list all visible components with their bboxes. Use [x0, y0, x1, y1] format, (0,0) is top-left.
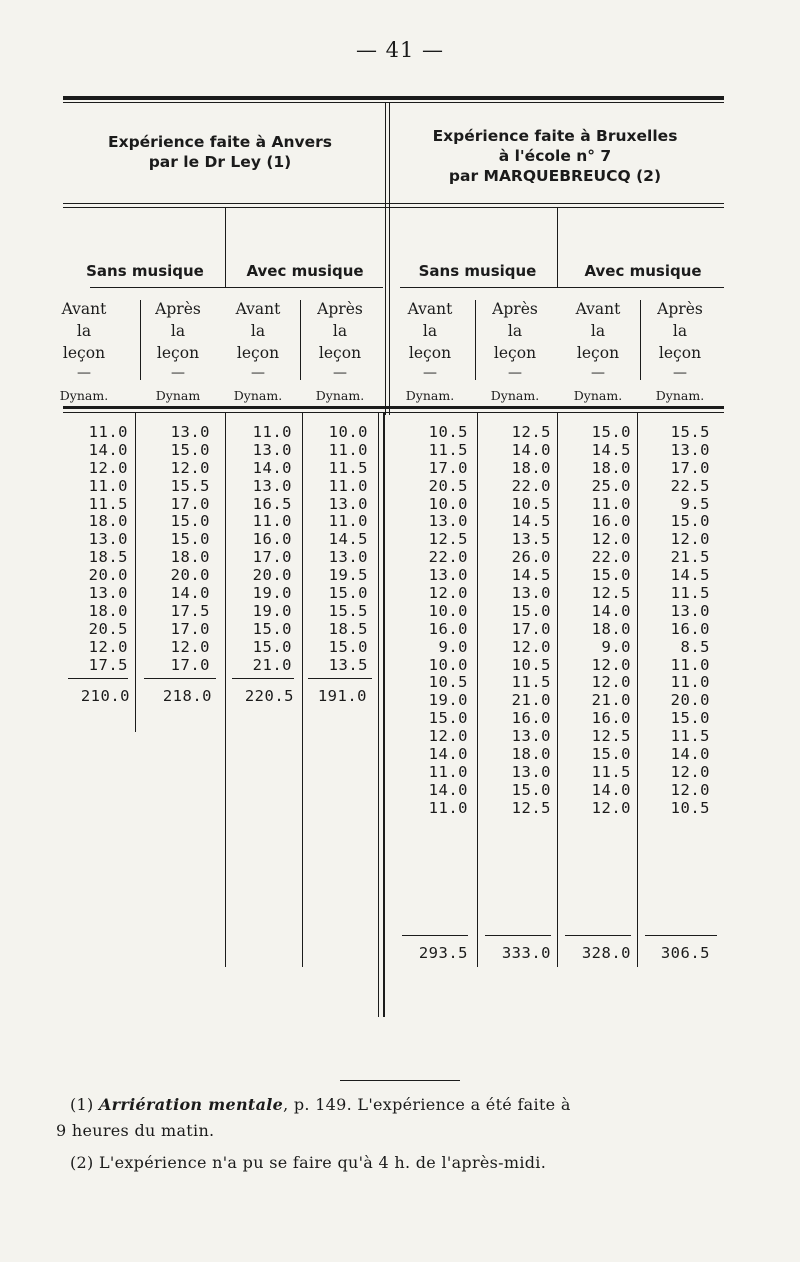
- column-header-dash: —: [333, 365, 347, 381]
- table-cell: 20.5: [428, 476, 468, 495]
- table-cell: 22.0: [428, 548, 468, 567]
- table-cell: 14.5: [670, 566, 710, 585]
- table-cell: 22.0: [511, 476, 551, 495]
- anvers-total: 220.5: [244, 687, 294, 705]
- column-header: [553, 298, 643, 403]
- column-header-line3: leçon: [658, 344, 702, 362]
- table-cell: 13.0: [88, 584, 128, 603]
- table-cell: 15.0: [511, 780, 551, 799]
- table-cell: 15.0: [252, 619, 292, 638]
- table-cell: 18.0: [88, 512, 128, 531]
- footnote-2: (2) L'expérience n'a pu se faire qu'à 4 h. de l'après-midi.: [70, 1153, 547, 1172]
- data-divider-main2: [383, 412, 385, 1017]
- table-cell: 11.0: [252, 423, 292, 441]
- table-cell: 21.5: [670, 548, 710, 567]
- column-header-line1: Après: [492, 300, 538, 318]
- table-cell: 14.0: [428, 780, 468, 799]
- table-cell: 15.0: [170, 530, 210, 549]
- footnote-1-text: , p. 149. L'expérience a été faite à: [283, 1095, 571, 1114]
- table-cell: 10.0: [428, 494, 468, 513]
- bruxelles-total-rule: [485, 935, 551, 936]
- table-cell: 18.0: [591, 619, 631, 638]
- anvers-column: [298, 424, 368, 674]
- table-cell: 14.0: [511, 440, 551, 459]
- sub-rule-right: [400, 287, 724, 288]
- column-header-unit: Dynam.: [655, 388, 705, 403]
- column-header-line1: Avant: [61, 300, 107, 318]
- page-number: — 41 —: [355, 38, 445, 62]
- column-header-dash: —: [77, 365, 91, 381]
- table-cell: 11.0: [591, 494, 631, 513]
- table-cell: 14.0: [170, 584, 210, 603]
- column-header-line3: leçon: [408, 344, 452, 362]
- anvers-total: 191.0: [317, 687, 367, 705]
- table-cell: 18.5: [88, 548, 128, 567]
- table-cell: 14.5: [511, 566, 551, 585]
- table-cell: 15.0: [328, 637, 368, 656]
- table-cell: 12.5: [591, 727, 631, 746]
- bruxelles-column: [640, 424, 710, 818]
- anvers-total-rule: [308, 678, 372, 679]
- table-cell: 10.0: [428, 655, 468, 674]
- table-cell: 15.5: [170, 476, 210, 495]
- table-cell: 11.5: [670, 584, 710, 603]
- colhead-divider: [300, 300, 301, 380]
- table-cell: 11.0: [252, 512, 292, 531]
- anvers-total-rule: [232, 678, 294, 679]
- column-header-unit: Dynam.: [405, 388, 455, 403]
- table-cell: 10.5: [428, 673, 468, 692]
- column-header-unit: Dynam.: [315, 388, 365, 403]
- table-cell: 11.5: [511, 673, 551, 692]
- bruxelles-total: 328.0: [581, 944, 631, 962]
- bruxelles-title-line1: Expérience faite à Bruxelles: [432, 127, 678, 145]
- column-header-line3: leçon: [156, 344, 200, 362]
- table-cell: 10.0: [328, 423, 368, 441]
- table-cell: 9.0: [438, 637, 468, 656]
- table-cell: 12.0: [88, 637, 128, 656]
- table-cell: 18.0: [511, 458, 551, 477]
- top-rule-thin: [63, 102, 724, 103]
- table-cell: 11.0: [670, 673, 710, 692]
- column-header-line1: Après: [317, 300, 363, 318]
- table-cell: 11.0: [328, 512, 368, 531]
- table-cell: 11.5: [591, 762, 631, 781]
- column-header: [385, 298, 475, 403]
- column-header-line1: Avant: [235, 300, 281, 318]
- table-cell: 15.5: [670, 423, 710, 441]
- data-divider-main1: [378, 412, 379, 1017]
- table-cell: 15.0: [428, 709, 468, 728]
- footnote-rule: [340, 1080, 460, 1081]
- column-header-dash: —: [423, 365, 437, 381]
- column-header-line1: Avant: [575, 300, 621, 318]
- column-header-line1: Après: [657, 300, 703, 318]
- table-cell: 19.0: [252, 601, 292, 620]
- table-cell: 15.0: [591, 745, 631, 764]
- table-cell: 12.0: [511, 637, 551, 656]
- colhead-divider: [140, 300, 141, 380]
- title-rule: [63, 203, 724, 204]
- anvers-total-rule: [144, 678, 216, 679]
- table-cell: 19.5: [328, 566, 368, 585]
- footnote-1-marker: (1): [70, 1095, 94, 1114]
- table-cell: 11.0: [328, 476, 368, 495]
- anvers-total-rule: [68, 678, 128, 679]
- table-cell: 11.0: [328, 440, 368, 459]
- column-header: [295, 298, 385, 403]
- data-top-rule: [63, 406, 724, 409]
- column-header-line1: Avant: [407, 300, 453, 318]
- table-cell: 18.0: [511, 745, 551, 764]
- table-cell: 11.0: [88, 476, 128, 495]
- sub-rule-left: [90, 287, 383, 288]
- table-cell: 15.0: [591, 423, 631, 441]
- table-cell: 10.5: [511, 494, 551, 513]
- table-cell: 15.0: [511, 601, 551, 620]
- anvers-column: [140, 424, 210, 674]
- table-cell: 14.0: [591, 601, 631, 620]
- table-cell: 13.0: [511, 584, 551, 603]
- bruxelles-title-line3: par MARQUEBREUCQ (2): [448, 167, 662, 185]
- table-cell: 15.5: [328, 601, 368, 620]
- table-cell: 12.0: [88, 458, 128, 477]
- bruxelles-total-rule: [565, 935, 631, 936]
- table-cell: 20.0: [252, 566, 292, 585]
- table-cell: 15.0: [670, 709, 710, 728]
- table-cell: 26.0: [511, 548, 551, 567]
- table-cell: 12.5: [591, 584, 631, 603]
- table-cell: 12.0: [591, 530, 631, 549]
- column-header-line1: Après: [155, 300, 201, 318]
- table-cell: 14.0: [428, 745, 468, 764]
- column-header-dash: —: [591, 365, 605, 381]
- anvers-title: [70, 132, 370, 172]
- table-cell: 18.0: [88, 601, 128, 620]
- table-cell: 15.0: [252, 637, 292, 656]
- table-cell: 16.0: [428, 619, 468, 638]
- table-cell: 10.5: [511, 655, 551, 674]
- table-cell: 13.0: [252, 440, 292, 459]
- column-header-line3: leçon: [236, 344, 280, 362]
- column-header-line2: la: [590, 322, 606, 340]
- table-cell: 17.0: [170, 619, 210, 638]
- table-cell: 13.0: [428, 566, 468, 585]
- title-rule-2: [63, 207, 724, 208]
- table-cell: 12.5: [428, 530, 468, 549]
- table-cell: 14.5: [328, 530, 368, 549]
- anvers-column: [222, 424, 292, 674]
- anvers-title-line1: Expérience faite à Anvers: [107, 133, 332, 151]
- anvers-avec-musique: Avec musique: [246, 262, 364, 280]
- column-header-line3: leçon: [318, 344, 362, 362]
- column-header-dash: —: [673, 365, 687, 381]
- table-cell: 14.0: [252, 458, 292, 477]
- table-cell: 20.0: [170, 566, 210, 585]
- table-cell: 10.5: [428, 423, 468, 441]
- bruxelles-column: [398, 424, 468, 818]
- column-header: [213, 298, 303, 403]
- table-cell: 16.0: [511, 709, 551, 728]
- column-header-unit: Dynam.: [573, 388, 623, 403]
- column-header-unit: Dynam.: [490, 388, 540, 403]
- bruxelles-sub-divider: [557, 208, 558, 288]
- bruxelles-column: [481, 424, 551, 818]
- table-cell: 15.0: [170, 512, 210, 531]
- table-cell: 11.5: [328, 458, 368, 477]
- data-divider-b3: [637, 412, 638, 967]
- column-header-line3: leçon: [576, 344, 620, 362]
- anvers-total: 210.0: [80, 687, 130, 705]
- column-header: [470, 298, 560, 403]
- table-cell: 10.0: [428, 601, 468, 620]
- bruxelles-column: [561, 424, 631, 818]
- anvers-column: [58, 424, 128, 674]
- column-header: [635, 298, 725, 403]
- bruxelles-avec-musique: Avec musique: [584, 262, 702, 280]
- table-cell: 13.0: [428, 512, 468, 531]
- bruxelles-title-line2: à l'école n° 7: [498, 147, 612, 165]
- table-cell: 13.0: [252, 476, 292, 495]
- bruxelles-total: 306.5: [660, 944, 710, 962]
- table-cell: 17.0: [511, 619, 551, 638]
- table-cell: 15.0: [591, 566, 631, 585]
- table-cell: 12.0: [428, 727, 468, 746]
- table-cell: 13.0: [328, 548, 368, 567]
- table-cell: 13.0: [88, 530, 128, 549]
- table-cell: 12.0: [591, 655, 631, 674]
- table-cell: 13.0: [328, 494, 368, 513]
- table-cell: 21.0: [591, 691, 631, 710]
- table-cell: 16.0: [670, 619, 710, 638]
- table-cell: 13.0: [670, 601, 710, 620]
- table-cell: 12.5: [511, 798, 551, 817]
- table-cell: 16.0: [252, 530, 292, 549]
- column-header-line3: leçon: [62, 344, 106, 362]
- table-cell: 18.5: [328, 619, 368, 638]
- colhead-divider: [640, 300, 641, 380]
- table-cell: 9.0: [601, 637, 631, 656]
- table-cell: 18.0: [170, 548, 210, 567]
- table-cell: 17.0: [170, 494, 210, 513]
- anvers-total: 218.0: [162, 687, 212, 705]
- footnote-1-continuation: 9 heures du matin.: [56, 1121, 215, 1140]
- table-cell: 12.0: [428, 584, 468, 603]
- bruxelles-title: [395, 126, 715, 186]
- table-cell: 11.5: [428, 440, 468, 459]
- table-cell: 21.0: [511, 691, 551, 710]
- table-cell: 12.0: [591, 798, 631, 817]
- anvers-sans-musique: Sans musique: [86, 262, 204, 280]
- column-header-line2: la: [250, 322, 266, 340]
- table-cell: 16.5: [252, 494, 292, 513]
- table-cell: 15.0: [328, 584, 368, 603]
- column-header: [133, 298, 223, 403]
- table-cell: 17.0: [252, 548, 292, 567]
- table-cell: 12.0: [591, 673, 631, 692]
- table-cell: 18.0: [591, 458, 631, 477]
- table-cell: 13.5: [511, 530, 551, 549]
- colhead-divider: [475, 300, 476, 380]
- table-cell: 9.5: [680, 494, 710, 513]
- table-cell: 14.0: [670, 745, 710, 764]
- column-header-unit: Dynam.: [233, 388, 283, 403]
- top-rule: [63, 96, 724, 100]
- column-header-line2: la: [672, 322, 688, 340]
- anvers-title-line2: par le Dr Ley (1): [148, 153, 292, 171]
- table-cell: 13.0: [170, 423, 210, 441]
- column-header-line2: la: [507, 322, 523, 340]
- column-header-unit: Dynam: [155, 388, 201, 403]
- column-header-dash: —: [251, 365, 265, 381]
- table-cell: 25.0: [591, 476, 631, 495]
- table-cell: 12.5: [511, 423, 551, 441]
- table-cell: 12.0: [670, 780, 710, 799]
- table-cell: 12.0: [170, 637, 210, 656]
- table-cell: 20.5: [88, 619, 128, 638]
- bruxelles-sans-musique: Sans musique: [418, 262, 537, 280]
- table-cell: 17.5: [170, 601, 210, 620]
- table-cell: 22.5: [670, 476, 710, 495]
- column-header-dash: —: [508, 365, 522, 381]
- table-cell: 17.5: [88, 655, 128, 674]
- table-cell: 12.0: [170, 458, 210, 477]
- bruxelles-total: 333.0: [501, 944, 551, 962]
- table-cell: 11.5: [670, 727, 710, 746]
- table-cell: 14.5: [511, 512, 551, 531]
- bruxelles-total: 293.5: [418, 944, 468, 962]
- table-cell: 11.0: [88, 423, 128, 441]
- table-cell: 17.0: [170, 655, 210, 674]
- table-cell: 16.0: [591, 512, 631, 531]
- column-header-unit: Dynam.: [59, 388, 109, 403]
- table-cell: 12.0: [670, 530, 710, 549]
- table-cell: 15.0: [170, 440, 210, 459]
- table-cell: 17.0: [428, 458, 468, 477]
- bruxelles-total-rule: [402, 935, 468, 936]
- table-cell: 12.0: [670, 762, 710, 781]
- data-divider-a1: [135, 412, 136, 732]
- anvers-sub-divider: [225, 208, 226, 288]
- table-cell: 21.0: [252, 655, 292, 674]
- table-cell: 8.5: [680, 637, 710, 656]
- table-cell: 11.0: [670, 655, 710, 674]
- data-divider-b1: [477, 412, 478, 967]
- table-cell: 20.0: [670, 691, 710, 710]
- column-header-line2: la: [422, 322, 438, 340]
- table-cell: 13.5: [328, 655, 368, 674]
- table-cell: 11.0: [428, 762, 468, 781]
- table-cell: 19.0: [428, 691, 468, 710]
- data-top-rule-2: [63, 412, 724, 413]
- table-cell: 22.0: [591, 548, 631, 567]
- table-cell: 17.0: [670, 458, 710, 477]
- table-cell: 14.5: [591, 440, 631, 459]
- table-cell: 19.0: [252, 584, 292, 603]
- table-cell: 11.5: [88, 494, 128, 513]
- column-header-line2: la: [76, 322, 92, 340]
- bruxelles-total-rule: [645, 935, 717, 936]
- table-cell: 10.5: [670, 798, 710, 817]
- table-cell: 14.0: [88, 440, 128, 459]
- table-cell: 20.0: [88, 566, 128, 585]
- column-header-line2: la: [332, 322, 348, 340]
- footnote-1-title: Arriération mentale: [98, 1095, 284, 1114]
- table-cell: 11.0: [428, 798, 468, 817]
- table-cell: 16.0: [591, 709, 631, 728]
- column-header-line2: la: [170, 322, 186, 340]
- column-header: [39, 298, 129, 403]
- table-cell: 14.0: [591, 780, 631, 799]
- data-divider-b2: [557, 412, 558, 967]
- table-cell: 13.0: [511, 762, 551, 781]
- column-header-dash: —: [171, 365, 185, 381]
- table-cell: 15.0: [670, 512, 710, 531]
- footnote-1: [56, 1092, 746, 1118]
- column-header-line3: leçon: [493, 344, 537, 362]
- table-cell: 13.0: [511, 727, 551, 746]
- table-cell: 13.0: [670, 440, 710, 459]
